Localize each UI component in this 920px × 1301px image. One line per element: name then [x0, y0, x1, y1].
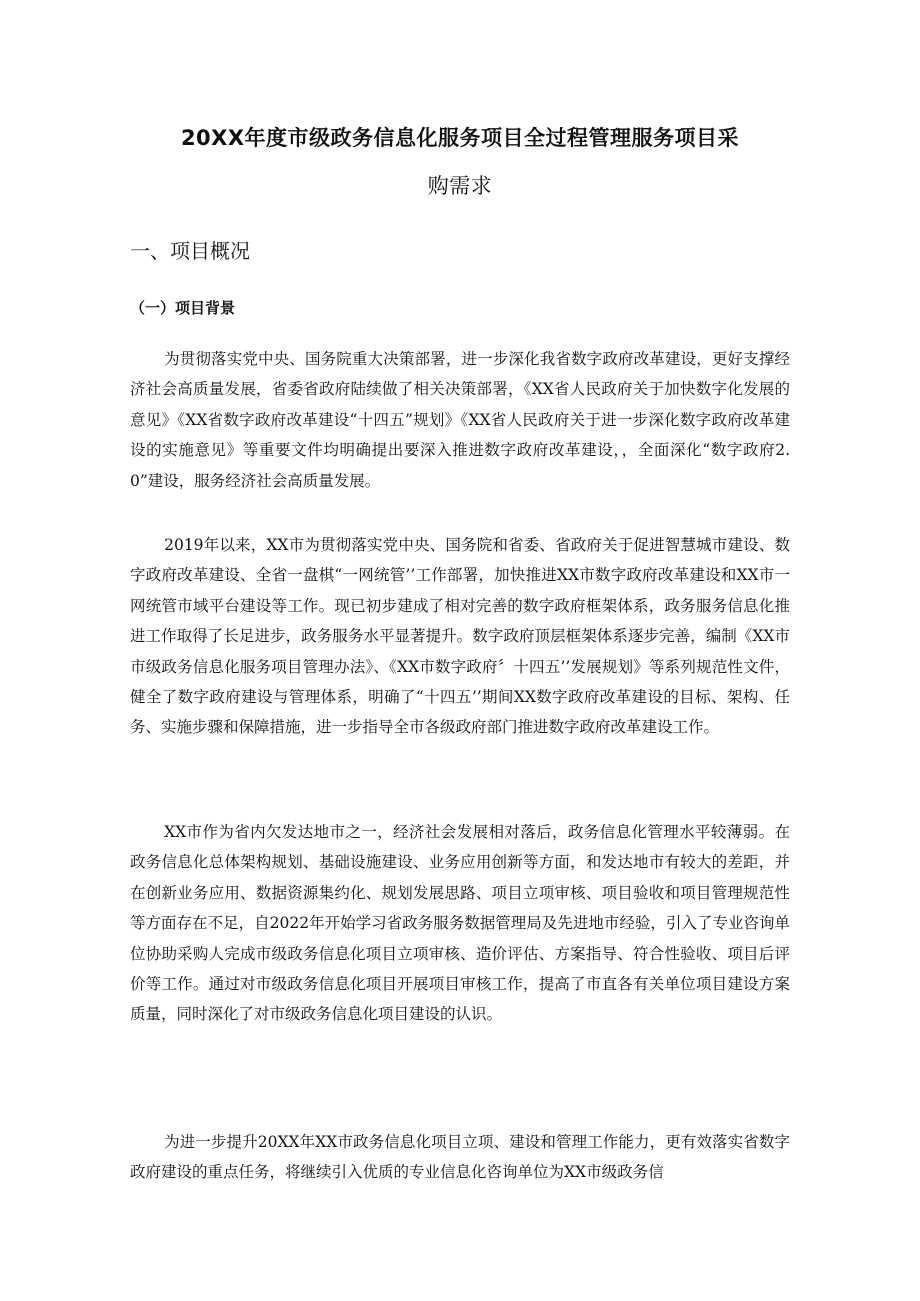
- paragraph-3: XX市作为省内欠发达地市之一，经济社会发展相对落后，政务信息化管理水平较薄弱。在政务信息化总体架构规划、基础设施建设、业务应用创新等方面，和发达地市有较大的差距，并在创新业务应用、数据资源集约化、规划发展思路、项目立项审核、项目验收和项目管理规范性等方面存在不足，自2022年开始学习省政务服务数据管理局及先进地市经验，引入了专业咨询单位协助采购人完成市级政务信息化项目立项审核、造价评估、方案指导、符合性验收、项目后评价等工作。通过对市级政务信息化项目开展项目审核工作，提高了市直各有关单位项目建设方案质量，同时深化了对市级政务信息化项目建设的认识。: [130, 823, 790, 1024]
- document-title-line-2: 购需求: [427, 174, 493, 198]
- document-title-line-1: 20XX年度市级政务信息化服务项目全过程管理服务项目采: [180, 126, 740, 150]
- paragraph-4: 为进一步提升20XX年XX市政务信息化项目立项、建设和管理工作能力，更有效落实省数字政府建设的重点任务，将继续引入优质的专业信息化咨询单位为XX市级政务信: [130, 1133, 790, 1182]
- subsection-heading-project-background: （一）项目背景: [130, 299, 236, 317]
- section-heading-project-overview: 一、项目概况: [130, 239, 250, 263]
- paragraph-2: 2019年以来，XX市为贯彻落实党中央、国务院和省委、省政府关于促进智慧城市建设、数字政府改革建设、全省一盘棋“一网统管’’工作部署，加快推进XX市数字政府改革建设和XX市一网统管市域平台建设等工作。现已初步建成了相对完善的数字政府框架体系，政务服务信息化推进工作取得了长足进步，政务服务水平显著提升。数字政府顶层框架体系逐步完善，编制《XX市市级政务信息化服务项目管理办法》、《XX市数字政府〞十四五’’发展规划》等系列规范性文件，健全了数字政府建设与管理体系，明确了“十四五’’期间XX数字政府改革建设的目标、架构、任务、实施步骤和保障措施，进一步指导全市各级政府部门推进数字政府改革建设工作。: [130, 536, 790, 737]
- paragraph-1: 为贯彻落实党中央、国务院重大决策部署，进一步深化我省数字政府改革建设，更好支撑经济社会高质量发展，省委省政府陆续做了相关决策部署，《XX省人民政府关于加快数字化发展的意见》《XX省数字政府改革建设“十四五”规划》《XX省人民政府关于进一步深化数字政府改革建设的实施意见》等重要文件均明确提出要深入推进数字政府改革建设，，全面深化“数字政府2.0”建设，服务经济社会高质量发展。: [130, 350, 790, 490]
